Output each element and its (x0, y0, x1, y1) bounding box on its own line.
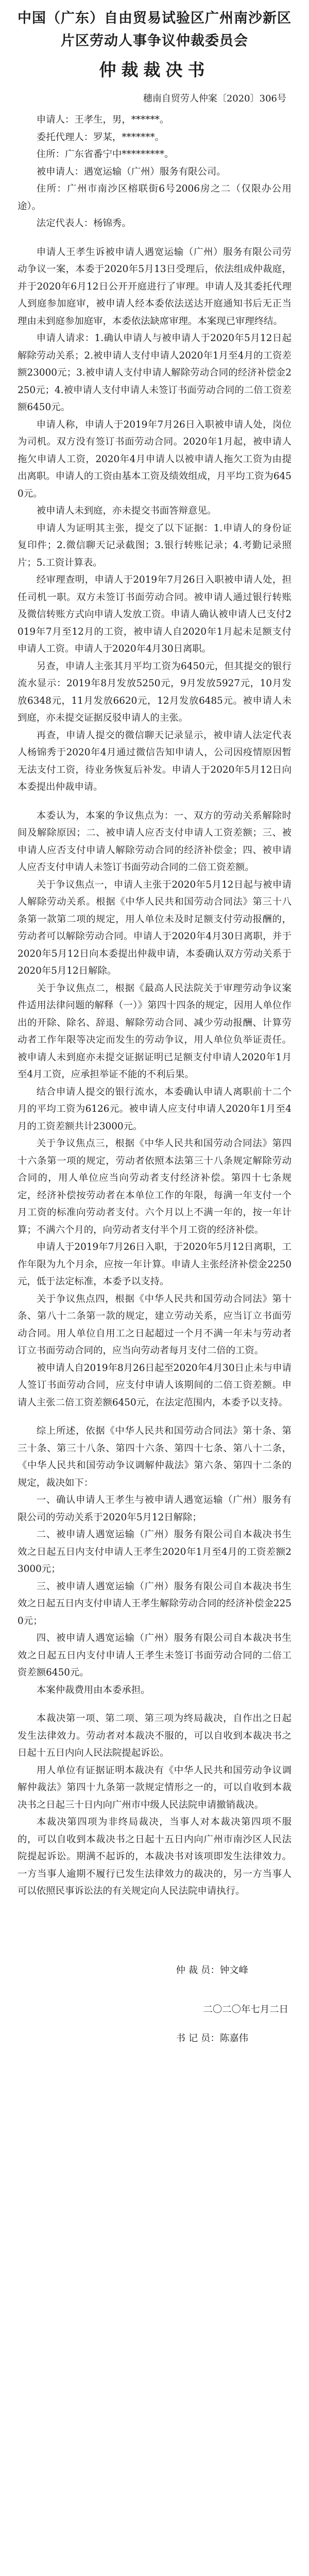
signature-block (18, 1962, 291, 2047)
applicant-line: 申请人：王孝生，男，******。 (36, 114, 169, 125)
findings-paragraph: 经审理查明，申请人于2019年7月26日入职被申请人处，担任司机一职。双方未签订书面劳动合同。被申请人通过银行转账及微信转账方式向申请人发放工资。申请人确认被申请人已支付2019年7月至12月的工资，被申请人自2020年1月起未足额支付申请人工资。申请人于2020年4月30日离职。 (18, 574, 291, 654)
arbitrator-signature: 仲 裁 员：钟文峰 (176, 1964, 248, 1976)
respondent-address-line: 住所：广州市南沙区榕联街6号2006房之二（仅限办公用途）。 (18, 183, 291, 212)
award-body (18, 244, 291, 1900)
issue-two-conclusion-paragraph: 结合申请人提交的银行流水，本委确认申请人离职前十二个月的平均工资为6126元。被申请人应支付申请人2020年1月至4月的工资差额共计23000元。 (18, 1086, 291, 1132)
respondent-line: 被申请人：遇宽运输（广州）服务有限公司。 (36, 166, 226, 177)
evidence-paragraph: 申请人为证明其主张，提交了以下证据：1.申请人的身份证复印件；2.微信聊天记录截图；3.银行转账记录；4.考勤记录照片；5.工资计算表。 (18, 522, 291, 568)
non-final-award-notice-paragraph: 本裁决第四项为非终局裁决，当事人对本裁决第四项不服的，可以自收到本裁决书之日起十五日内向广州市南沙区人民法院提起诉讼。期满不起诉的，本裁决书对该项即发生法律效力。一方当事人逾期不履行已发生法律效力的裁决的，另一方当事人可以依照民事诉讼法的有关规定向人民法院申请执行。 (18, 1817, 291, 1896)
issue-four-conclusion-paragraph: 被申请人自2019年8月26日起至2020年4月30日止未与申请人签订书面劳动合同，应支付申请人该期间的二倍工资差额。申请人主张二倍工资差额6450元，在法定范围内，本委予以支持。 (18, 1362, 291, 1408)
findings-chat-paragraph: 再查，申请人提交的微信聊天记录显示，被申请人法定代表人杨锦秀于2020年4月通过微信告知申请人，公司因疫情原因暂无法支付工资，待业务恢复后补发。申请人于2020年5月12日向本委提出仲裁申请。 (18, 730, 291, 792)
final-award-notice-paragraph: 本裁决第一项、第二项、第三项为终局裁决，自作出之日起发生法律效力。劳动者对本裁决不服的，可以自收到本裁决书之日起十五日内向人民法院提起诉讼。 (18, 1713, 291, 1758)
respondent-statement-paragraph: 被申请人未到庭，亦未提交书面答辩意见。 (36, 505, 217, 516)
applicant-statement-paragraph: 申请人称，申请人于2019年7月26日入职被申请人处，岗位为司机。双方没有签订书面劳动合同。2020年1月起，被申请人拖欠申请人工资，2020年4月申请人以被申请人拖欠工资为由提出离职。申请人的工资由基本工资及绩效组成，月平均工资为6450元。 (18, 419, 291, 499)
legal-basis-paragraph: 综上所述，依据《中华人民共和国劳动合同法》第十条、第三十条、第三十八条、第四十六条、第四十七条、第八十二条，《中华人民共和国劳动争议调解仲裁法》第六条、第四十二条的规定，裁决如下： (18, 1426, 291, 1488)
ruling-item-1: 一、确认申请人王孝生与被申请人遇宽运输（广州）服务有限公司的劳动关系于2020年5月12日解除； (18, 1495, 291, 1523)
ruling-item-3: 三、被申请人遇宽运输（广州）服务有限公司自本裁决书生效之日起五日内支付申请人王孝生解除劳动合同的经济补偿金2250元； (18, 1581, 291, 1626)
issue-four-paragraph: 关于争议焦点四，根据《中华人民共和国劳动合同法》第十条、第八十二条第一款的规定，建立劳动关系，应当订立书面劳动合同。用人单位自用工之日起超过一个月不满一年未与劳动者订立书面劳动合同的，应当向劳动者每月支付二倍的工资。 (18, 1293, 291, 1356)
parties-section (18, 111, 291, 232)
issue-two-paragraph: 关于争议焦点二，根据《最高人民法院关于审理劳动争议案件适用法律问题的解释（一）》第四十四条的规定，因用人单位作出的开除、除名、辞退、解除劳动合同、减少劳动报酬、计算劳动者工作年限等决定而发生的劳动争议，用人单位负举证责任。被申请人未到庭亦未提交证据证明已足额支付申请人2020年1月至4月工资，应承担举证不能的不利后果。 (18, 982, 291, 1080)
ruling-item-2: 二、被申请人遇宽运输（广州）服务有限公司自本裁决书生效之日起五日内支付申请人王孝生2020年1月至4月的工资差额23000元； (18, 1529, 291, 1574)
commission-title: 中国（广东）自由贸易试验区广州南沙新区片区劳动人事争议仲裁委员会 (18, 10, 291, 49)
award-date: 二〇二〇年七月二日 (203, 2004, 288, 2015)
revocation-notice-paragraph: 用人单位有证据证明本裁决有《中华人民共和国劳动争议调解仲裁法》第四十九条第一款规定情形之一的，可以自收到本裁决书之日起三十日内向广州市中级人民法院申请撤销裁决。 (18, 1765, 291, 1810)
ruling-item-4: 四、被申请人遇宽运输（广州）服务有限公司自本裁决书生效之日起五日内支付申请人王孝生未签订书面劳动合同的二倍工资差额6450元。 (18, 1633, 291, 1678)
issue-three-conclusion-paragraph: 申请人于2019年7月26日入职，于2020年5月12日离职，工作年限为九个月余，应按一年计算。申请人主张经济补偿金2250元，低于法定标准，本委予以支持。 (18, 1242, 291, 1287)
case-intro-paragraph: 申请人王孝生诉被申请人遇宽运输（广州）服务有限公司劳动争议一案，本委于2020年5月13日受理后，依法组成仲裁庭，并于2020年6月12日公开开庭进行了审理。申请人及其委托代理人到庭参加庭审，被申请人经本委依法送达开庭通知书后无正当理由未到庭参加庭审，本委依法缺席审理。本案现已审理终结。 (18, 246, 291, 327)
clerk-signature: 书 记 员：陈嘉伟 (176, 2032, 248, 2044)
legal-representative-line: 法定代表人：杨锦秀。 (36, 218, 131, 229)
findings-wage-paragraph: 另查，申请人主张其月平均工资为6450元，但其提交的银行流水显示：2019年8月发放5250元，9月发放5927元，10月发放6348元，11月发放6620元，12月发放6485元。被申请人未到庭，亦未提交证据反驳申请人的主张。 (18, 660, 291, 723)
document-type-title: 仲裁裁决书 (99, 60, 210, 80)
dispute-issues-paragraph: 本委认为，本案的争议焦点为：一、双方的劳动关系解除时间及解除原因；二、被申请人应否支付申请人工资差额；三、被申请人应否支付申请人解除劳动合同的经济补偿金；四、被申请人应否支付申请人未签订书面劳动合同的二倍工资差额。 (18, 810, 291, 873)
claims-paragraph: 申请人请求：1.确认申请人与被申请人于2020年5月12日起解除劳动关系；2.被申请人支付申请人2020年1月至4月的工资差额23000元；3.被申请人支付申请人解除劳动合同的经济补偿金2250元；4.被申请人支付申请人未签订书面劳动合同的二倍工资差额6450元。 (18, 333, 291, 413)
issue-three-paragraph: 关于争议焦点三，根据《中华人民共和国劳动合同法》第四十六条第一项的规定，劳动者依照本法第三十八条规定解除劳动合同的，用人单位应当向劳动者支付经济补偿。第四十七条规定，经济补偿按劳动者在本单位工作的年限，每满一年支付一个月工资的标准向劳动者支付。六个月以上不满一年的，按一年计算；不满六个月的，向劳动者支付半个月工资的经济补偿。 (18, 1138, 291, 1235)
applicant-address-line: 住所：广东省番宁中*********。 (36, 149, 174, 160)
applicant-agent-line: 委托代理人：罗某，*******。 (36, 131, 165, 143)
case-number: 穗南自贸劳人仲案〔2020〕306号 (143, 93, 286, 104)
issue-one-paragraph: 关于争议焦点一，申请人主张于2020年5月12日起与被申请人解除劳动关系。根据《中华人民共和国劳动合同法》第三十八条第一款第二项的规定，用人单位未及时足额支付劳动报酬的，劳动者可以解除劳动合同。申请人于2020年4月30日离职，并于2020年5月12日向本委提出仲裁申请，本委确认双方劳动关系于2020年5月12日解除。 (18, 879, 291, 976)
fee-paragraph: 本案仲裁费用由本委承担。 (36, 1684, 150, 1696)
